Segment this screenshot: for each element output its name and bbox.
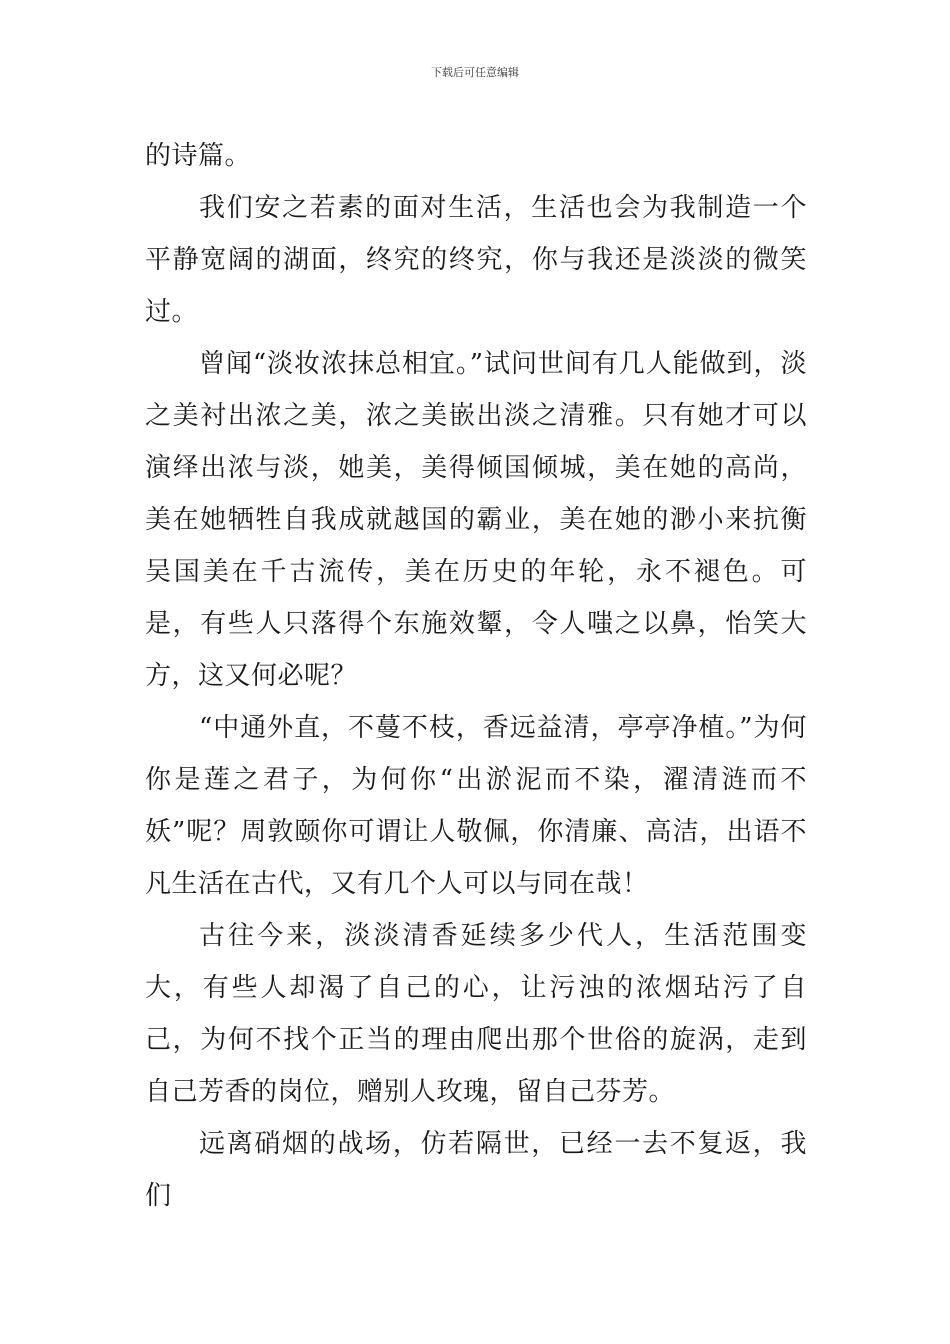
- paragraph-light-and-heavy: 曾闻“淡妆浓抹总相宜。”试问世间有几人能做到，淡之美衬出浓之美，浓之美嵌出淡之清雅。只有她才可以演绎出浓与淡，她美，美得倾国倾城，美在她的高尚，美在她牺牲自我成就越国的霸业，美在她的渺小来抗衡吴国美在千古流传，美在历史的年轮，永不褪色。可是，有些人只落得个东施效颦，令人嗤之以鼻，怡笑大方，这又何必呢？: [145, 349, 807, 691]
- paragraph-continuation: 的诗篇。: [145, 141, 252, 171]
- paragraph-battlefield: 远离硝烟的战场，仿若隔世，已经一去不复返，我们: [145, 1129, 807, 1211]
- paragraph-lotus: “中通外直，不蔓不枝，香远益清，亭亭净植。”为何你是莲之君子，为何你“出淤泥而不染，濯清涟而不妖”呢？周敦颐你可谓让人敬佩，你清廉、高洁，出语不凡生活在古代，又有几个人可以与同在哉！: [145, 713, 807, 899]
- page-header-note: 下载后可任意编辑: [431, 66, 519, 79]
- paragraph-calm-lake: 我们安之若素的面对生活，生活也会为我制造一个平静宽阔的湖面，终究的终究，你与我还是淡淡的微笑过。: [145, 193, 807, 327]
- paragraph-fragrance: 古往今来，淡淡清香延续多少代人，生活范围变大，有些人却渴了自己的心，让污浊的浓烟玷污了自己，为何不找个正当的理由爬出那个世俗的旋涡，走到自己芳香的岗位，赠别人玫瑰，留自己芬芳。: [145, 921, 807, 1107]
- body-text: [145, 130, 807, 1222]
